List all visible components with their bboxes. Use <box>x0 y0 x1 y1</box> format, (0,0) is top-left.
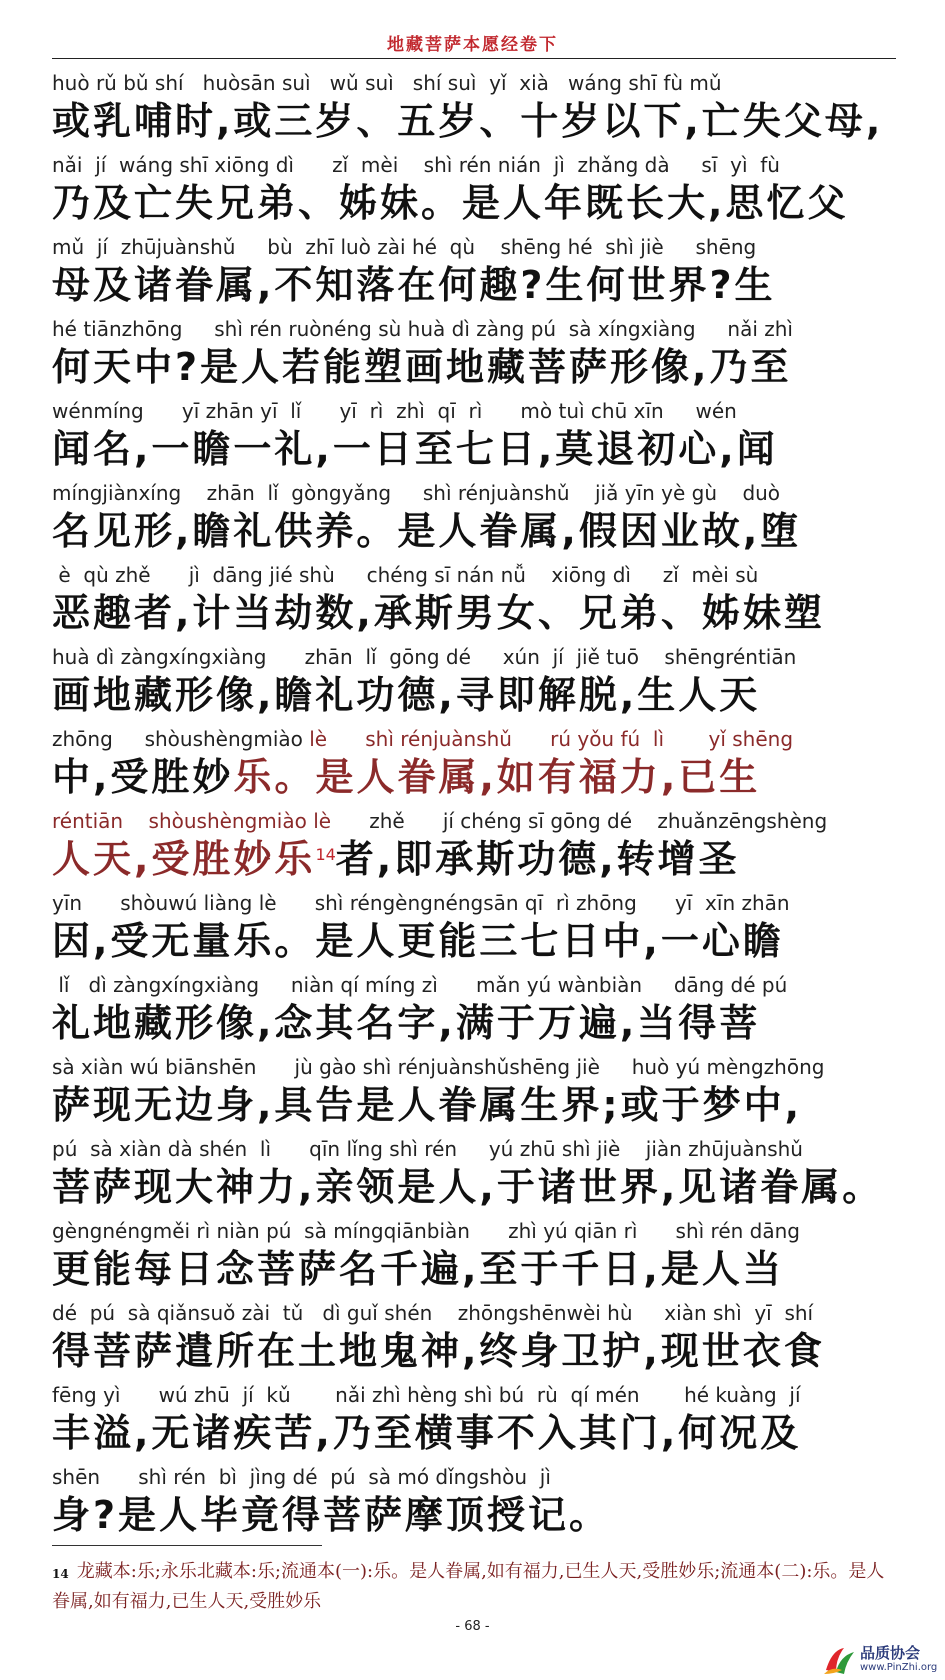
pinyin-line <box>52 398 902 424</box>
pinyin-line <box>52 726 902 752</box>
text-segment: 身?是人毕竟得菩萨摩顶授记。 <box>52 1493 611 1537</box>
text-segment: gèngnéngměi rì niàn pú sà míngqiānbiàn zhì yú qiān rì shì rén dāng <box>52 1219 800 1243</box>
text-segment: pú sà xiàn dà shén lì qīn lǐng shì rén yú zhū shì jiè jiàn zhūjuànshǔ <box>52 1137 803 1161</box>
pinyin-line <box>52 972 902 998</box>
pinyin-line <box>52 1300 902 1326</box>
text-segment: 更能每日念菩萨名千遍,至于千日,是人当 <box>52 1247 784 1291</box>
scripture-line <box>52 234 902 316</box>
text-segment: 中,受胜妙 <box>52 755 234 799</box>
text-segment: huà dì zàngxíngxiàng zhān lǐ gōng dé xún jí jiě tuō shēngréntiān <box>52 645 797 669</box>
pinyin-line <box>52 1136 902 1162</box>
watermark-name: 品质协会 <box>860 1644 921 1662</box>
scripture-line <box>52 1300 902 1382</box>
text-segment: lǐ dì zàngxíngxiàng niàn qí míng zì mǎn yú wànbiàn dāng dé pú <box>52 973 788 997</box>
footnote <box>52 1557 902 1617</box>
hanzi-line <box>52 1490 902 1540</box>
text-segment: nǎi jí wáng shī xiōng dì zǐ mèi shì rén nián jì zhǎng dà sī yì fù <box>52 153 780 177</box>
pinyin-line <box>52 1464 902 1490</box>
text-segment: 或乳哺时,或三岁、五岁、十岁以下,亡失父母, <box>52 99 884 143</box>
hanzi-line <box>52 342 902 392</box>
footnote-text: 龙藏本:乐;永乐北藏本:乐;流通本(一):乐。是人眷属,如有福力,已生人天,受胜妙乐;流通本(二):乐。是人眷属,如有福力,已生人天,受胜妙乐 <box>52 1561 885 1612</box>
logo-icon <box>822 1644 858 1676</box>
pinyin-line <box>52 316 902 342</box>
text-segment: 礼地藏形像,念其名字,满于万遍,当得菩 <box>52 1001 761 1045</box>
text-segment: yīn shòuwú liàng lè shì réngèngnéngsān qī rì zhōng yī xīn zhān <box>52 891 790 915</box>
text-segment: 得菩萨遣所在土地鬼神,终身卫护,现世衣食 <box>52 1329 825 1373</box>
scripture-line <box>52 1464 902 1546</box>
pinyin-line <box>52 890 902 916</box>
hanzi-line <box>52 424 902 474</box>
watermark-url: www.PinZhi.org <box>860 1662 938 1673</box>
pinyin-line <box>52 234 902 260</box>
hanzi-line <box>52 260 902 310</box>
pinyin-line <box>52 70 902 96</box>
text-segment: 名见形,瞻礼供养。是人眷属,假因业故,堕 <box>52 509 802 553</box>
text-segment: 母及诸眷属,不知落在何趣?生何世界?生 <box>52 263 776 307</box>
scripture-line <box>52 1054 902 1136</box>
scripture-line <box>52 808 902 890</box>
scripture-body <box>52 70 902 1546</box>
text-segment: mǔ jí zhūjuànshǔ bù zhī luò zài hé qù shēng hé shì jiè shēng <box>52 235 757 259</box>
hanzi-line <box>52 998 902 1048</box>
highlighted-text: lè shì rénjuànshǔ rú yǒu fú lì yǐ shēng <box>302 727 794 751</box>
text-segment: fēng yì wú zhū jí kǔ nǎi zhì hèng shì bú rù qí mén hé kuàng jí <box>52 1383 801 1407</box>
hanzi-line <box>52 1408 902 1458</box>
scripture-line <box>52 152 902 234</box>
text-segment: 何天中?是人若能塑画地藏菩萨形像,乃至 <box>52 345 792 389</box>
scripture-line <box>52 890 902 972</box>
hanzi-line <box>52 506 902 556</box>
text-segment: 乃及亡失兄弟、姊妹。是人年既长大,思忆父 <box>52 181 849 225</box>
scripture-line <box>52 562 902 644</box>
text-segment: zhōng shòushèngmiào <box>52 727 303 751</box>
scripture-line <box>52 1136 902 1218</box>
text-segment: shēn shì rén bì jìng dé pú sà mó dǐngshòu jì <box>52 1465 551 1489</box>
scripture-line <box>52 644 902 726</box>
watermark-logo <box>822 1640 942 1678</box>
hanzi-line <box>52 916 902 966</box>
text-segment: 丰溢,无诸疾苦,乃至横事不入其门,何况及 <box>52 1411 802 1455</box>
hanzi-line <box>52 670 902 720</box>
pinyin-line <box>52 644 902 670</box>
text-segment: míngjiànxíng zhān lǐ gòngyǎng shì rénjuànshǔ jiǎ yīn yè gù duò <box>52 481 781 505</box>
pinyin-line <box>52 1218 902 1244</box>
pinyin-line <box>52 562 902 588</box>
pinyin-line <box>52 480 902 506</box>
hanzi-line <box>52 834 902 884</box>
hanzi-line <box>52 1326 902 1376</box>
text-segment: 恶趣者,计当劫数,承斯男女、兄弟、姊妹塑 <box>52 591 825 635</box>
hanzi-line <box>52 1080 902 1130</box>
page-number: - 68 - <box>455 1619 490 1634</box>
scripture-line <box>52 972 902 1054</box>
scripture-line <box>52 1382 902 1464</box>
text-segment: wénmíng yī zhān yī lǐ yī rì zhì qī rì mò tuì chū xīn wén <box>52 399 737 423</box>
footnote-rule <box>52 1545 322 1546</box>
pinyin-line <box>52 1382 902 1408</box>
highlighted-text: 乐。是人眷属,如有福力,已生 <box>233 755 761 799</box>
scripture-line <box>52 726 902 808</box>
text-segment: 萨现无边身,具告是人眷属生界;或于梦中, <box>52 1083 803 1127</box>
scripture-line <box>52 480 902 562</box>
text-segment: 者,即承斯功德,转增圣 <box>335 837 740 881</box>
text-segment: dé pú sà qiǎnsuǒ zài tǔ dì guǐ shén zhōngshēnwèi hù xiàn shì yī shí <box>52 1301 814 1325</box>
scripture-line <box>52 398 902 480</box>
text-segment: è qù zhě jì dāng jié shù chéng sī nán nǚ xiōng dì zǐ mèi sù <box>52 563 759 587</box>
scripture-line <box>52 70 902 152</box>
text-segment: sà xiàn wú biānshēn jù gào shì rénjuànshǔshēng jiè huò yú mèngzhōng <box>52 1055 825 1079</box>
pinyin-line <box>52 152 902 178</box>
text-segment: huò rǔ bǔ shí huòsān suì wǔ suì shí suì yǐ xià wáng shī fù mǔ <box>52 71 722 95</box>
scripture-line <box>52 1218 902 1300</box>
hanzi-line <box>52 588 902 638</box>
hanzi-line <box>52 1244 902 1294</box>
pinyin-line <box>52 1054 902 1080</box>
header-rule <box>52 58 896 59</box>
highlighted-text: réntiān shòushèngmiào lè <box>52 809 332 833</box>
text-segment: 因,受无量乐。是人更能三七日中,一心瞻 <box>52 919 784 963</box>
text-segment: 菩萨现大神力,亲领是人,于诸世界,见诸眷属。 <box>52 1165 884 1209</box>
footnote-marker: 14 <box>315 845 336 864</box>
text-segment: hé tiānzhōng shì rén ruònéng sù huà dì zàng pú sà xíngxiàng nǎi zhì <box>52 317 793 341</box>
highlighted-text: 人天,受胜妙乐 <box>52 837 316 881</box>
text-segment: 闻名,一瞻一礼,一日至七日,莫退初心,闻 <box>52 427 778 471</box>
hanzi-line <box>52 178 902 228</box>
hanzi-line <box>52 96 902 146</box>
text-segment: 画地藏形像,瞻礼功德,寻即解脱,生人天 <box>52 673 761 717</box>
hanzi-line <box>52 752 902 802</box>
page-header-title: 地藏菩萨本愿经卷下 <box>387 35 558 55</box>
scripture-line <box>52 316 902 398</box>
footnote-number: 14 <box>52 1567 69 1581</box>
pinyin-line <box>52 808 902 834</box>
hanzi-line <box>52 1162 902 1212</box>
text-segment: zhě jí chéng sī gōng dé zhuǎnzēngshèng <box>331 809 828 833</box>
